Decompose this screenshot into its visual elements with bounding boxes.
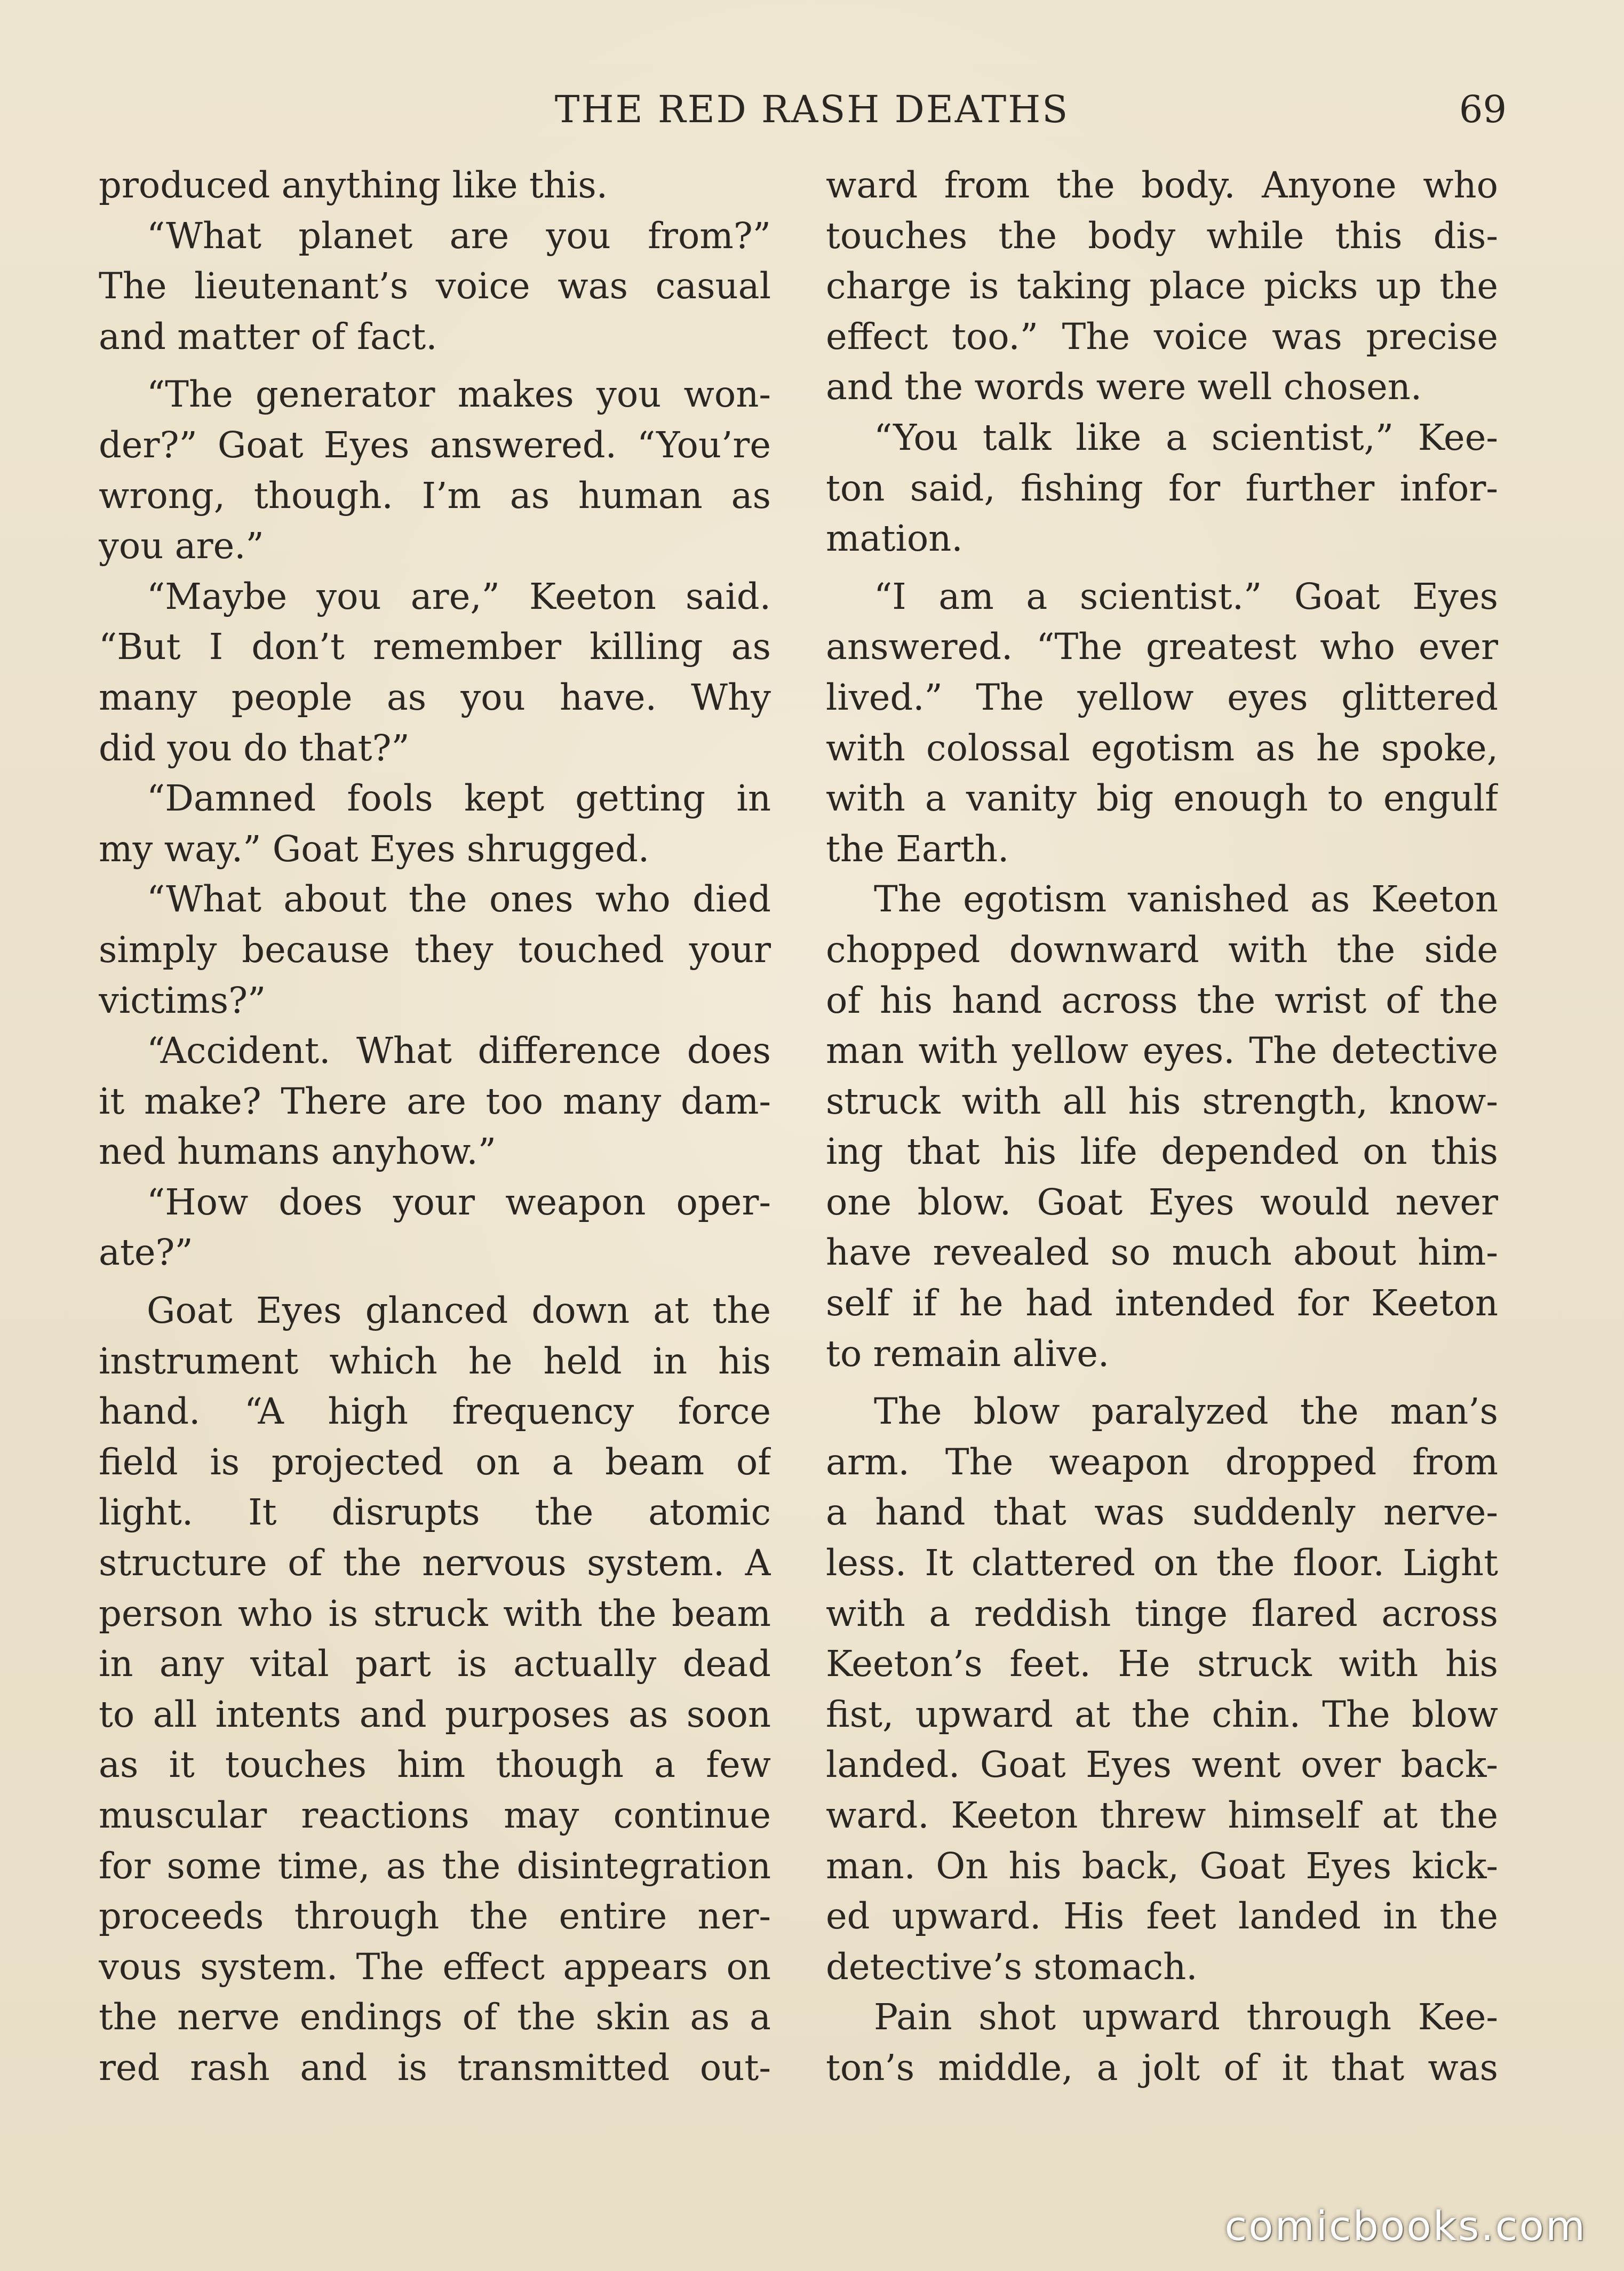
- text-line: person who is struck with the beam: [99, 1592, 771, 1634]
- text-line: proceeds through the entire ner-: [99, 1895, 771, 1938]
- text-line: Pain shot upward through Kee-: [874, 1996, 1498, 2038]
- text-line: “Maybe you are,” Keeton said.: [147, 575, 771, 617]
- text-line: The blow paralyzed the man’s: [874, 1391, 1498, 1433]
- text-line: “You talk like a scientist,” Kee-: [874, 416, 1498, 458]
- text-line: ton’s middle, a jolt of it that was: [826, 2046, 1498, 2089]
- text-line: “Damned fools kept getting in: [147, 777, 771, 820]
- text-line: a hand that was suddenly nerve-: [826, 1491, 1498, 1534]
- text-line: one blow. Goat Eyes would never: [826, 1181, 1498, 1223]
- text-line: simply because they touched your: [99, 928, 771, 971]
- text-line: vous system. The effect appears on: [99, 1946, 771, 1988]
- text-line: structure of the nervous system. A: [99, 1542, 771, 1584]
- text-line: ton said, fishing for further infor-: [826, 467, 1498, 509]
- text-line: muscular reactions may continue: [99, 1794, 771, 1836]
- text-line: with a reddish tinge flared across: [826, 1592, 1498, 1634]
- text-line: The lieutenant’s voice was casual: [99, 265, 771, 307]
- text-line: “What planet are you from?”: [147, 215, 771, 257]
- text-line: chopped downward with the side: [826, 928, 1498, 971]
- text-line: produced anything like this.: [99, 164, 608, 206]
- text-line: mation.: [826, 518, 963, 560]
- text-line: ing that his life depended on this: [826, 1131, 1498, 1173]
- left-text-column: [99, 160, 771, 2093]
- text-line: “The generator makes you won-: [147, 374, 771, 416]
- site-watermark: comicbooks.com: [1224, 2202, 1587, 2250]
- text-line: effect too.” The voice was precise: [826, 315, 1498, 358]
- text-line: ward. Keeton threw himself at the: [826, 1794, 1498, 1836]
- text-line: man. On his back, Goat Eyes kick-: [826, 1845, 1498, 1887]
- text-line: “How does your weapon oper-: [147, 1181, 771, 1223]
- text-line: “What about the ones who died: [147, 878, 771, 920]
- text-line: struck with all his strength, know-: [826, 1080, 1498, 1122]
- text-line: “But I don’t remember killing as: [99, 626, 771, 668]
- text-line: my way.” Goat Eyes shrugged.: [99, 828, 650, 870]
- text-line: less. It clattered on the floor. Light: [826, 1542, 1498, 1584]
- text-line: light. It disrupts the atomic: [99, 1491, 771, 1534]
- text-line: in any vital part is actually dead: [99, 1643, 771, 1685]
- text-line: instrument which he held in his: [99, 1340, 771, 1382]
- text-line: detective’s stomach.: [826, 1946, 1198, 1988]
- text-line: Keeton’s feet. He struck with his: [826, 1643, 1498, 1685]
- text-line: red rash and is transmitted out-: [99, 2046, 771, 2089]
- text-line: hand. “A high frequency force: [99, 1391, 771, 1433]
- page-number: 69: [1459, 88, 1507, 131]
- text-line: self if he had intended for Keeton: [826, 1282, 1498, 1324]
- text-line: The egotism vanished as Keeton: [874, 878, 1498, 920]
- text-line: with a vanity big enough to engulf: [826, 777, 1498, 820]
- text-line: wrong, though. I’m as human as: [99, 474, 771, 517]
- text-line: ned humans anyhow.”: [99, 1131, 496, 1173]
- text-line: charge is taking place picks up the: [826, 265, 1498, 307]
- text-line: with colossal egotism as he spoke,: [826, 727, 1498, 769]
- text-line: it make? There are too many dam-: [99, 1080, 771, 1122]
- text-line: fist, upward at the chin. The blow: [826, 1693, 1498, 1735]
- text-line: of his hand across the wrist of the: [826, 979, 1498, 1021]
- text-line: to remain alive.: [826, 1332, 1110, 1375]
- text-line: and matter of fact.: [99, 315, 437, 358]
- text-line: ate?”: [99, 1232, 193, 1274]
- text-line: der?” Goat Eyes answered. “You’re: [99, 424, 771, 466]
- text-line: touches the body while this dis-: [826, 215, 1498, 257]
- text-line: the Earth.: [826, 828, 1009, 870]
- text-line: ed upward. His feet landed in the: [826, 1895, 1498, 1938]
- text-line: lived.” The yellow eyes glittered: [826, 676, 1498, 718]
- text-line: and the words were well chosen.: [826, 366, 1422, 408]
- text-line: victims?”: [99, 979, 266, 1021]
- text-line: the nerve endings of the skin as a: [99, 1996, 771, 2038]
- text-line: field is projected on a beam of: [99, 1441, 771, 1483]
- text-line: you are.”: [99, 525, 264, 567]
- page-header: [0, 80, 1624, 139]
- text-line: as it touches him though a few: [99, 1744, 771, 1786]
- text-line: ward from the body. Anyone who: [826, 164, 1498, 206]
- text-line: answered. “The greatest who ever: [826, 626, 1498, 668]
- text-line: “Accident. What difference does: [147, 1030, 771, 1072]
- text-line: many people as you have. Why: [99, 676, 771, 718]
- text-line: “I am a scientist.” Goat Eyes: [874, 575, 1498, 617]
- text-line: man with yellow eyes. The detective: [826, 1030, 1498, 1072]
- text-line: for some time, as the disintegration: [99, 1845, 771, 1887]
- right-text-column: [826, 160, 1498, 2093]
- text-line: Goat Eyes glanced down at the: [147, 1290, 771, 1332]
- text-line: have revealed so much about him-: [826, 1232, 1498, 1274]
- text-line: arm. The weapon dropped from: [826, 1441, 1498, 1483]
- text-line: landed. Goat Eyes went over back-: [826, 1744, 1498, 1786]
- text-line: did you do that?”: [99, 727, 410, 769]
- running-title: THE RED RASH DEATHS: [554, 88, 1070, 131]
- text-line: to all intents and purposes as soon: [99, 1693, 771, 1735]
